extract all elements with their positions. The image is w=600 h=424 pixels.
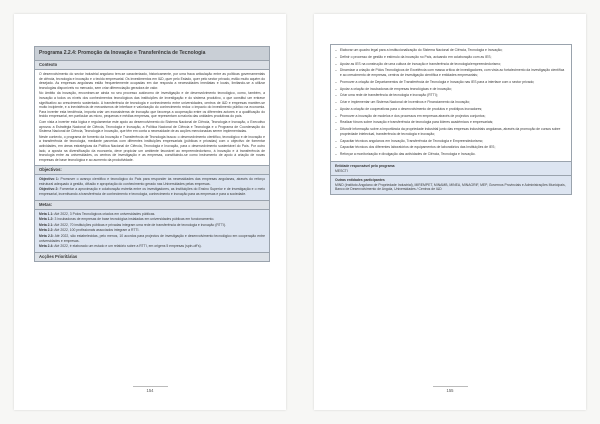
actions-list bbox=[331, 45, 571, 161]
action-item: – Capacitar técnicos dos diferentes laboratórios de equipamentos de laboratórios das Instituições de IES; bbox=[335, 145, 496, 150]
action-item: – Apoiar as IES na construção de uma cultura de inovação e transferência de tecnologia/empreendedorismo; bbox=[335, 61, 502, 66]
contexto-paragraph: Com vista a inverter esta lógica e regulamentar este apoio ao desenvolvimento do Sistema Nacional de Ciência, Tecnologia e Inovação, o Executivo aprovou a Estratégia Nacional de Ciência, Tecnologia e Inovação, a Política Nacional de Ciência e Tecnologia e o Programa de Coordenação do Sistema Nacional de Ciência, Tecnologia e Inovação, que têm em conta a necessidade de as acções mencionadas serem implementadas. bbox=[39, 119, 265, 134]
outras-section bbox=[331, 175, 571, 194]
contexto-paragraph: No âmbito da inovação, encontram-se ainda no seu processo autónomo de investigação e de desenvolvimento tecnológico, como, também, a inovação a todos os níveis dos conhecimentos tecnológicos das instituições de investigação e do sistema produtivo, o que constitui um entrave significativo ao crescimento sustentado. A transferência de tecnologia e conhecimento entre universidades, centros de I&D e empresas mantém-se muito incipiente, e a inexistência de mecanismos de interface e valorização do conhecimento reduz o impacto do investimento público na economia. Para inverter esta tendência, importa criar um ecossistema de inovação que favoreça a cooperação entre os diferentes actores e a qualificação do tecido empresarial, em particular as micro, pequenas e médias empresas, que representam a maioria das unidades produtivas do país. bbox=[39, 91, 265, 119]
responsavel-section bbox=[331, 161, 571, 175]
metas-heading: Metas: bbox=[35, 200, 269, 209]
metas-section bbox=[35, 209, 269, 252]
responsavel-heading: Entidade responsável pelo programa bbox=[335, 163, 395, 168]
meta-item: Meta 1.2: 3 incubadoras de empresas de base tecnológica instaladas em universidades públicas em funcionamento. bbox=[39, 217, 215, 222]
meta-item: Meta 2.4: Até 2022, é elaborado um estudo e um relatório sobre a RTTI, em origens 5 empresas (spin-off's). bbox=[39, 244, 202, 249]
action-item: – Elaborar um quadro legal para a institucionalização do Sistema Nacional de Ciência, Tecnologia e Inovação; bbox=[335, 48, 503, 52]
meta-item: Meta 1.1: Até 2022, 3 Polos Tecnológicos criados em universidades públicas. bbox=[39, 211, 156, 216]
right-page-content bbox=[330, 44, 572, 195]
left-page bbox=[14, 14, 286, 410]
action-item: – Criar uma rede de transferência de tecnologia e inovação (RTTI); bbox=[335, 93, 438, 98]
responsavel-value: MESCTI bbox=[335, 168, 348, 173]
outras-value: MIND (Instituto Angolano de Propriedade Industrial), MIREMPET, MINAMB, MINEA, MINAGRIF, MEP, Governos Provinciais e Administrações Municipais, Banco de Desenvolvimento de Angola, Universidades / Centros de I&D bbox=[335, 182, 566, 192]
objectivo-item: Objectivo 1: Promover o avanço científico e tecnológico do País para responder às necessidades das empresas angolanas, através do reforço estrutural adequado à gestão, difusão e apropriação do conhecimento gerado nas Universidades pelas empresas. bbox=[39, 177, 265, 186]
contexto-paragraph: O desenvolvimento do sector industrial angolano tem-se caracterizado, historicamente, por uma fraca articulação entre as políticas governamentais de ciência, tecnologia e inovação e o tecido empresarial. Os investimentos em I&D, quer pelo Estado, quer pelo sector privado, estão muito aquém do desejado. As empresas angolanas estão frequentemente ocupadas em dar resposta a necessidades imediatas e locais, limitando-se a utilizar tecnologias disponíveis no mercado, sem criar diferenciação geradora de valor. bbox=[39, 72, 265, 90]
action-item: – Reforçar a monitorização e divulgação das actividades de Ciência, Tecnologia e Inovação. bbox=[335, 152, 476, 157]
objectivos-heading: Objectivos: bbox=[35, 165, 269, 174]
contexto-heading: Contexto bbox=[35, 60, 269, 69]
page-number-left: 154 bbox=[14, 386, 286, 394]
program-title: Programa 2.2.4: Promoção da Inovação e Transferência de Tecnologia bbox=[35, 47, 269, 60]
action-item: – Dinamizar a criação de Pólos Tecnológicos de Excelência com massa crítica de investigadores, com vista ao fortalecimento da investigação científica e ao crescimento de empresas, centros de investigação científica e entidades empresariais; bbox=[335, 68, 565, 77]
contexto-section bbox=[35, 69, 269, 165]
objectivos-section bbox=[35, 174, 269, 199]
program-table bbox=[34, 46, 270, 262]
page-number-right: 155 bbox=[314, 386, 586, 394]
action-item: – Apoiar a criação de cooperativas para o desenvolvimento de produtos e protótipos inovadores; bbox=[335, 106, 483, 111]
action-item: – Promover a criação de Departamentos de Transferência de Tecnologia e Inovação nas IES para a interface com o sector privado; bbox=[335, 79, 535, 84]
action-item: – Definir o processo de gestão e estímulo da inovação no País, actuando em colaboração com as IES; bbox=[335, 54, 492, 59]
right-page bbox=[314, 14, 586, 410]
left-page-content bbox=[34, 46, 270, 262]
meta-item: Meta 2.2: Até 2022, 100 profissionais associados integram a RTTI. bbox=[39, 228, 140, 233]
action-item: – Capacitar técnicos angolanos em Inovação, Transferência de Tecnologia e Empreendedorismo; bbox=[335, 138, 484, 143]
outras-heading: Outras entidades participantes bbox=[335, 178, 385, 183]
actions-table bbox=[330, 44, 572, 195]
action-item: – Criar e implementar um Sistema Nacional de Incentivos e Financiamento da Inovação; bbox=[335, 100, 470, 105]
accoes-heading: Acções Prioritárias bbox=[35, 252, 269, 261]
action-item: – Difundir informação sobre a importância da propriedade industrial junto das empresas industriais angolanas, através da promoção de cursos sobre propriedade intelectual, transferência de tecnologia e inovação; bbox=[335, 127, 561, 136]
contexto-paragraph: Neste contexto, o programa de fomento da Inovação e Transferência de Tecnologia busca: o desenvolvimento científico, tecnológico e de inovação e a transferência de tecnologia, mediante parcerias com diferentes instituições empresariais (públicas e privadas) com o objectivo de fomentar actividades, em áreas estratégicas da Política Nacional de Ciência, Tecnologia e Inovação, para o desenvolvimento sustentável do País. Por outro lado, a aposta na diversificação da economia, deve propiciar um ambiente favorável ao empreendedorismo, à inovação e à transferência de tecnologia entre as universidades, os centros de investigação e as empresas, constituindo-se como instrumento de apoio à criação de novas empresas de base tecnológica e ao aumento da produtividade. bbox=[39, 134, 265, 162]
action-item: – Promover a inovação de modelos e dos processos em empresas através de projectos conjuntos; bbox=[335, 113, 486, 118]
action-item: – Realizar fóruns sobre inovação e transferência de tecnologia para líderes académicos e empresariais; bbox=[335, 120, 494, 125]
meta-item: Meta 2.1: Até 2022, 70 instituições públicas e privadas integram uma rede de transferência de tecnologia e inovação (RTTI). bbox=[39, 222, 226, 227]
action-item: – Apoiar a criação de incubadoras de empresas tecnológicas e de inovação; bbox=[335, 86, 452, 91]
objectivo-item: Objectivo 2: Fomentar a aproximação e colaboração estreita entre os investigadores, as Instituições do Ensino Superior e de investigação e o meio empresarial, incentivando a transferência de conhecimento e tecnologia, conhecimento e inovação para as empresas e para a sociedade. bbox=[39, 187, 265, 197]
meta-item: Meta 2.3: Até 2022, são estabelecidas, pelo menos, 10 acordos para projectos de investigação e desenvolvimento tecnológico em cooperação entre universidades e empresas. bbox=[39, 234, 265, 243]
